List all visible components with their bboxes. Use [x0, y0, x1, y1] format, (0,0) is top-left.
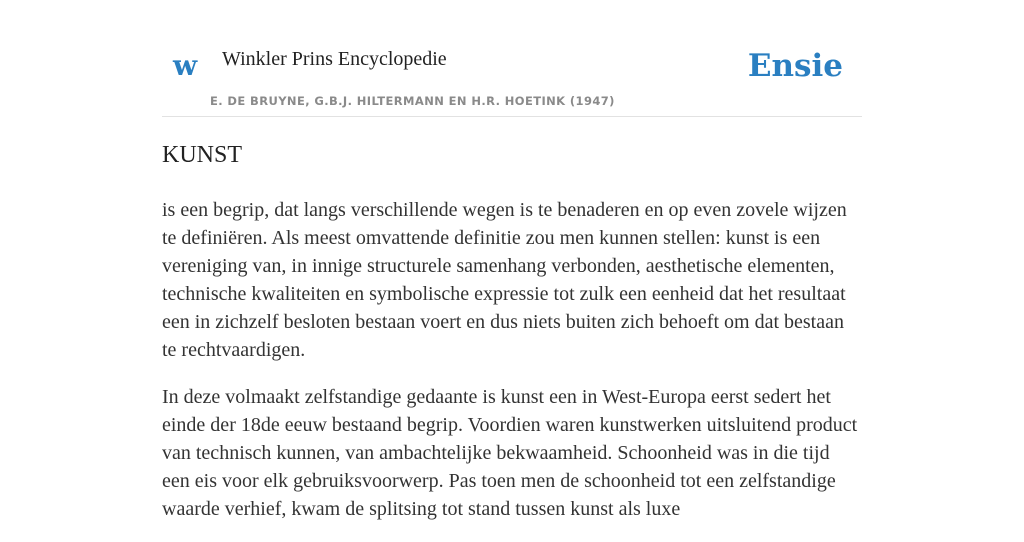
ensie-brand-logo[interactable]: Ensie	[747, 48, 843, 84]
winkler-prins-logo-icon[interactable]: w	[173, 49, 198, 82]
article-paragraph: In deze volmaakt zelfstandige gedaante is kunst een in West-Europa eerst sedert het einde der 18de eeuw bestaand begrip. Voordien waren kunstwerken uitsluitend product van technisch kunnen, van ambachtelijke bekwaamheid. Schoonheid was in die tijd een eis voor elk gebruiksvoorwerp. Pas toen men de schoonheid tot een zelfstandige waarde verhief, kwam de splitsing tot stand tussen kunst als luxe	[162, 386, 858, 520]
article-headword: KUNST	[162, 142, 243, 168]
article-paragraph: is een begrip, dat langs verschillende wegen is te benaderen en op even zovele wijzen te definiëren. Als meest omvattende definitie zou men kunnen stellen: kunst is een vereniging van, in innige structurele samenhang verbonden, aesthetische elementen, technische kwaliteiten en symbolische expressie tot zulk een eenheid dat het resultaat een in zichzelf besloten bestaan voert en dus niets buiten zich behoeft om dat bestaan te rechtvaardigen.	[162, 199, 847, 361]
article	[162, 140, 862, 542]
page-header	[162, 0, 862, 117]
source-authors: E. DE BRUYNE, G.B.J. HILTERMANN EN H.R. HOETINK (1947)	[210, 94, 615, 108]
source-title[interactable]: Winkler Prins Encyclopedie	[222, 48, 447, 70]
